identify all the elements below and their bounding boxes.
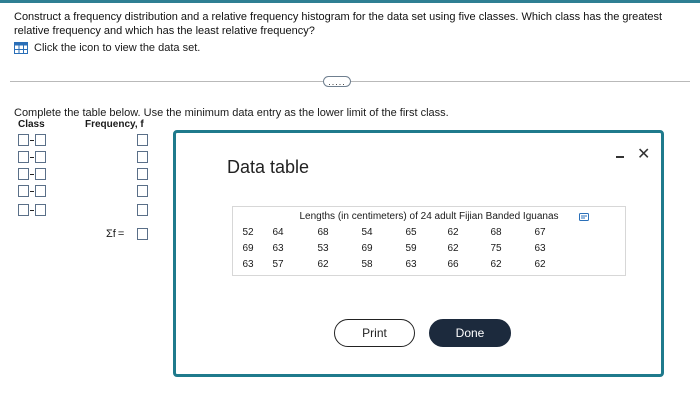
range-dash bbox=[30, 191, 34, 192]
frequency-input[interactable] bbox=[137, 134, 148, 146]
class-upper-limit-input[interactable] bbox=[35, 134, 46, 146]
dialog-title: Data table bbox=[227, 157, 310, 177]
frequency-input[interactable] bbox=[137, 168, 148, 180]
data-cell: 57 bbox=[272, 259, 284, 270]
frequency-input[interactable] bbox=[137, 151, 148, 163]
range-dash bbox=[30, 174, 34, 175]
frequency-input[interactable] bbox=[137, 204, 148, 216]
more-button[interactable]: ..... bbox=[323, 76, 351, 87]
data-cell: 62 bbox=[447, 243, 459, 254]
data-cell: 62 bbox=[490, 259, 502, 270]
view-data-link[interactable] bbox=[14, 42, 200, 54]
data-cell: 66 bbox=[447, 259, 459, 270]
data-cell: 58 bbox=[361, 259, 373, 270]
sum-equals: = bbox=[117, 228, 125, 240]
data-cell: 63 bbox=[405, 259, 417, 270]
data-table-dialog bbox=[173, 130, 664, 377]
data-cell: 68 bbox=[317, 227, 329, 238]
range-dash bbox=[30, 140, 34, 141]
instruction-text: Complete the table below. Use the minimum data entry as the lower limit of the first class. bbox=[14, 107, 449, 119]
table-caption: Lengths (in centimeters) of 24 adult Fijian Banded Iguanas bbox=[299, 211, 559, 222]
range-dash bbox=[30, 157, 34, 158]
print-button[interactable]: Print bbox=[334, 319, 415, 347]
class-lower-limit-input[interactable] bbox=[18, 151, 29, 163]
data-cell: 69 bbox=[242, 243, 254, 254]
data-cell: 53 bbox=[317, 243, 329, 254]
class-upper-limit-input[interactable] bbox=[35, 185, 46, 197]
class-lower-limit-input[interactable] bbox=[18, 204, 29, 216]
range-dash bbox=[30, 210, 34, 211]
class-row bbox=[18, 185, 46, 197]
data-cell: 62 bbox=[447, 227, 459, 238]
close-icon[interactable]: ✕ bbox=[637, 146, 651, 163]
done-button[interactable]: Done bbox=[429, 319, 511, 347]
data-cell: 67 bbox=[534, 227, 546, 238]
question-text: Construct a frequency distribution and a relative frequency histogram for the data set using five classes. Which class has the greatest relative frequency and which has the least relative frequency? bbox=[14, 11, 663, 37]
copy-icon[interactable] bbox=[579, 213, 589, 221]
data-cell: 65 bbox=[405, 227, 417, 238]
data-cell: 63 bbox=[242, 259, 254, 270]
data-cell: 63 bbox=[272, 243, 284, 254]
sum-symbol: Σf bbox=[106, 228, 116, 240]
frequency-input[interactable] bbox=[137, 185, 148, 197]
data-cell: 69 bbox=[361, 243, 373, 254]
data-cell: 59 bbox=[405, 243, 417, 254]
view-data-label[interactable]: Click the icon to view the data set. bbox=[34, 42, 201, 54]
data-cell: 62 bbox=[317, 259, 329, 270]
data-table bbox=[232, 206, 626, 276]
frequency-sum-input[interactable] bbox=[137, 228, 148, 240]
top-accent-bar bbox=[0, 0, 700, 3]
class-lower-limit-input[interactable] bbox=[18, 185, 29, 197]
data-cell: 52 bbox=[242, 227, 254, 238]
frequency-sum bbox=[106, 228, 124, 240]
frequency-column-header: Frequency, f bbox=[85, 119, 144, 130]
data-cell: 63 bbox=[534, 243, 546, 254]
class-row bbox=[18, 151, 46, 163]
data-cell: 75 bbox=[490, 243, 502, 254]
minimize-icon[interactable] bbox=[616, 156, 624, 158]
class-upper-limit-input[interactable] bbox=[35, 168, 46, 180]
class-row bbox=[18, 168, 46, 180]
data-cell: 54 bbox=[361, 227, 373, 238]
data-cell: 68 bbox=[490, 227, 502, 238]
class-upper-limit-input[interactable] bbox=[35, 151, 46, 163]
table-grid-icon[interactable] bbox=[14, 42, 28, 54]
data-cell: 62 bbox=[534, 259, 546, 270]
class-row bbox=[18, 134, 46, 146]
class-lower-limit-input[interactable] bbox=[18, 134, 29, 146]
class-row bbox=[18, 204, 46, 216]
class-column-header: Class bbox=[18, 119, 45, 130]
data-cell: 64 bbox=[272, 227, 284, 238]
class-lower-limit-input[interactable] bbox=[18, 168, 29, 180]
class-upper-limit-input[interactable] bbox=[35, 204, 46, 216]
